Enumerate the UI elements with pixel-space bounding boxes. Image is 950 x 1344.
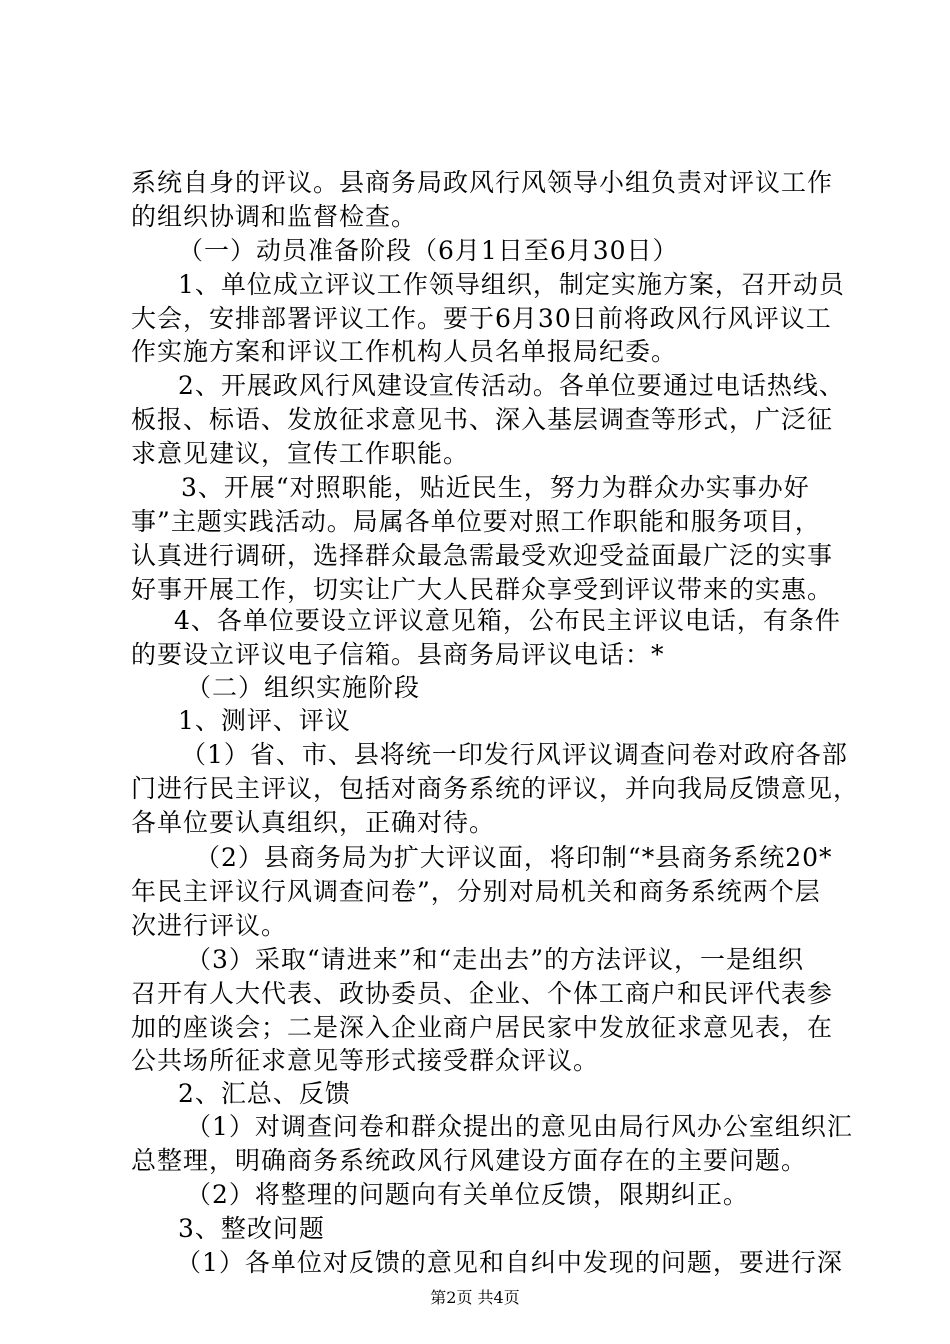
text-line: 次进行评议。 bbox=[131, 911, 288, 940]
subsection-heading: 3、整改问题 bbox=[178, 1214, 325, 1243]
text-line: （2）县商务局为扩大评议面，将印制“*县商务系统20* bbox=[195, 843, 833, 872]
text-line: 求意见建议，宣传工作职能。 bbox=[131, 439, 470, 468]
text-line: 公共场所征求意见等形式接受群众评议。 bbox=[131, 1046, 600, 1075]
text-line: （1）对调查问卷和群众提出的意见由局行风办公室组织汇 bbox=[186, 1112, 853, 1141]
text-line: 板报、标语、发放征求意见书、深入基层调查等形式，广泛征 bbox=[131, 405, 834, 434]
text-line: 召开有人大代表、政协委员、企业、个体工商户和民评代表参 bbox=[131, 979, 834, 1008]
text-line: 总整理，明确商务系统政风行风建设方面存在的主要问题。 bbox=[131, 1146, 808, 1175]
text-line: 系统自身的评议。县商务局政风行风领导小组负责对评议工作 bbox=[131, 168, 834, 197]
text-line: 加的座谈会；二是深入企业商户居民家中发放征求意见表，在 bbox=[131, 1013, 834, 1042]
text-line: 门进行民主评议，包括对商务系统的评议，并向我局反馈意见， bbox=[131, 774, 860, 803]
text-line: 1、单位成立评议工作领导组织，制定实施方案，召开动员 bbox=[178, 270, 845, 299]
text-line: 的组织协调和监督检查。 bbox=[131, 202, 418, 231]
text-line: 3、开展“对照职能，贴近民生，努力为群众办实事办好 bbox=[181, 473, 810, 502]
text-line: （1）各单位对反馈的意见和自纠中发现的问题，要进行深 bbox=[176, 1248, 843, 1277]
text-line: 事”主题实践活动。局属各单位要对照工作职能和服务项目， bbox=[131, 507, 821, 536]
text-line: 认真进行调研，选择群众最急需最受欢迎受益面最广泛的实事 bbox=[131, 541, 834, 570]
subsection-heading: 1、测评、评议 bbox=[178, 706, 351, 735]
section-heading: （二）组织实施阶段 bbox=[186, 673, 421, 702]
page-number-footer: 第2页 共4页 bbox=[430, 1288, 520, 1307]
text-line: （1）省、市、县将统一印发行风评议调查问卷对政府各部 bbox=[181, 740, 848, 769]
text-line: （2）将整理的问题向有关单位反馈，限期纠正。 bbox=[186, 1180, 749, 1209]
text-line: 各单位要认真组织，正确对待。 bbox=[131, 808, 496, 837]
text-line: 大会，安排部署评议工作。要于6月30日前将政风行风评议工 bbox=[131, 304, 832, 333]
text-line: 作实施方案和评议工作机构人员名单报局纪委。 bbox=[131, 337, 678, 366]
text-line: 2、开展政风行风建设宣传活动。各单位要通过电话热线、 bbox=[178, 371, 845, 400]
text-line: 的要设立评议电子信箱。县商务局评议电话：* bbox=[131, 640, 665, 669]
text-line: 4、各单位要设立评议意见箱，公布民主评议电话，有条件 bbox=[174, 606, 841, 635]
text-line: 年民主评议行风调查问卷”，分别对局机关和商务系统两个层 bbox=[131, 877, 821, 906]
subsection-heading: 2、汇总、反馈 bbox=[178, 1079, 351, 1108]
text-line: 好事开展工作，切实让广大人民群众享受到评议带来的实惠。 bbox=[131, 575, 834, 604]
text-line: （3）采取“请进来”和“走出去”的方法评议，一是组织 bbox=[186, 945, 805, 974]
section-heading: （一）动员准备阶段（6月1日至6月30日） bbox=[178, 236, 679, 265]
